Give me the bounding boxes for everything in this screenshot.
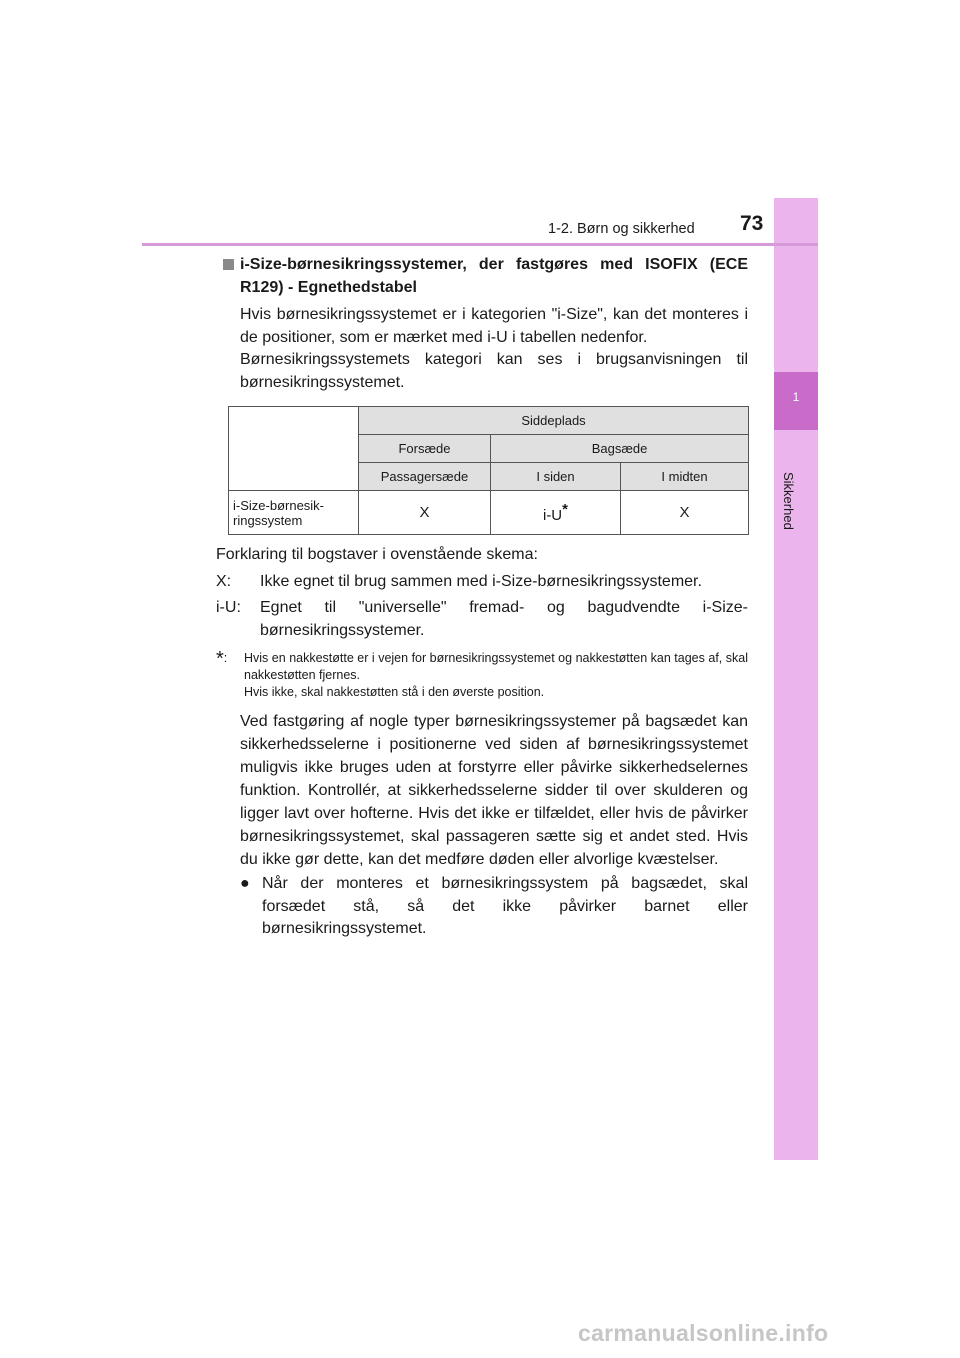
footnote [216,650,748,701]
header-divider [142,243,818,246]
bullet-text: Når der monteres et børnesikringssystem på bagsædet, skal forsædet stå, så det ikke påvirker barnet eller børnesikringssystemet. [262,875,748,937]
legend-intro: Forklaring til bogstaver i ovenstående skema: [216,546,538,563]
header-outboard: I siden [491,463,621,491]
cell-outboard [491,491,621,535]
header-seating-position: Siddeplads [359,407,749,435]
section-heading-text: i-Size-børnesikringssystemer, der fastgøres med ISOFIX (ECE R129) - Egnethedstabel [240,256,748,296]
footnote-colon: : [223,651,228,665]
bullet-item [216,873,748,941]
footnote-line: Hvis ikke, skal nakkestøtten stå i den øverste position. [244,685,545,699]
row-label-isize: i-Size-børnesik-ringssystem [229,491,359,535]
chapter-side-tab [774,198,818,1160]
suitability-table [228,406,749,535]
chapter-label: Sikkerhed [781,472,796,530]
footnote-line: Hvis en nakkestøtte er i vejen for børnesikringssystemet og nakkestøtten kan tages af, skal nakkestøtten fjernes. [244,651,748,682]
cell-outboard-value: i-U [542,507,563,524]
square-bullet-icon [223,259,234,270]
legend-key: i-U: [216,599,241,616]
footnote-reference: * [562,501,568,518]
page-content [216,254,748,941]
page-number: 73 [740,212,764,235]
legend-key: X: [216,572,232,590]
legend-text: Egnet til "universelle" fremad- og bagudvendte i-Size-børnesikringssystemer. [260,599,748,639]
header-front-seat: Forsæde [359,435,491,463]
legend-text: Ikke egnet til brug sammen med i-Size-børnesikringssystemer. [260,572,702,590]
cell-passenger: X [359,491,491,535]
section-heading [216,254,748,299]
warning-paragraph: Ved fastgøring af nogle typer børnesikringssystemer på bagsædet kan sikkerhedsselerne i positionerne ved siden af børnesikringssystemet muligvis ikke bruges uden at forstyrre eller påvirke sikkerhedselernes funktion. Kontrollér, at sikkerhedsselerne sidder til over skulderen og ligger lavt over hofterne. Hvis det ikke er tilfældet, eller hvis de påvirker børnesikringssystemet, skal passageren sætte sig et andet sted. Hvis du ikke gør dette, kan det medføre døden eller alvorlige kvæstelser. [240,713,748,868]
table-corner-cell [229,407,359,491]
header-rear-seat: Bagsæde [491,435,749,463]
chapter-number: 1 [792,390,800,404]
header-center: I midten [621,463,749,491]
header-passenger-seat: Passagersæde [359,463,491,491]
site-watermark: carmanualsonline.info [578,1320,829,1346]
section-title: 1-2. Børn og sikkerhed [548,221,695,237]
legend-item [216,571,748,594]
legend-item [216,597,748,642]
intro-paragraph: Børnesikringssystemets kategori kan ses i brugsanvisningen til børnesikringssystemet. [240,351,748,391]
table-row [229,491,749,535]
footnote-text [244,650,748,701]
footnote-mark [216,650,244,701]
intro-paragraph: Hvis børnesikringssystemet er i kategorien "i-Size", kan det monteres i de positioner, som er mærket med i-U i tabellen nedenfor. [240,306,748,346]
asterisk-icon: * [216,648,224,670]
cell-center: X [621,491,749,535]
round-bullet-icon: ● [240,875,250,892]
